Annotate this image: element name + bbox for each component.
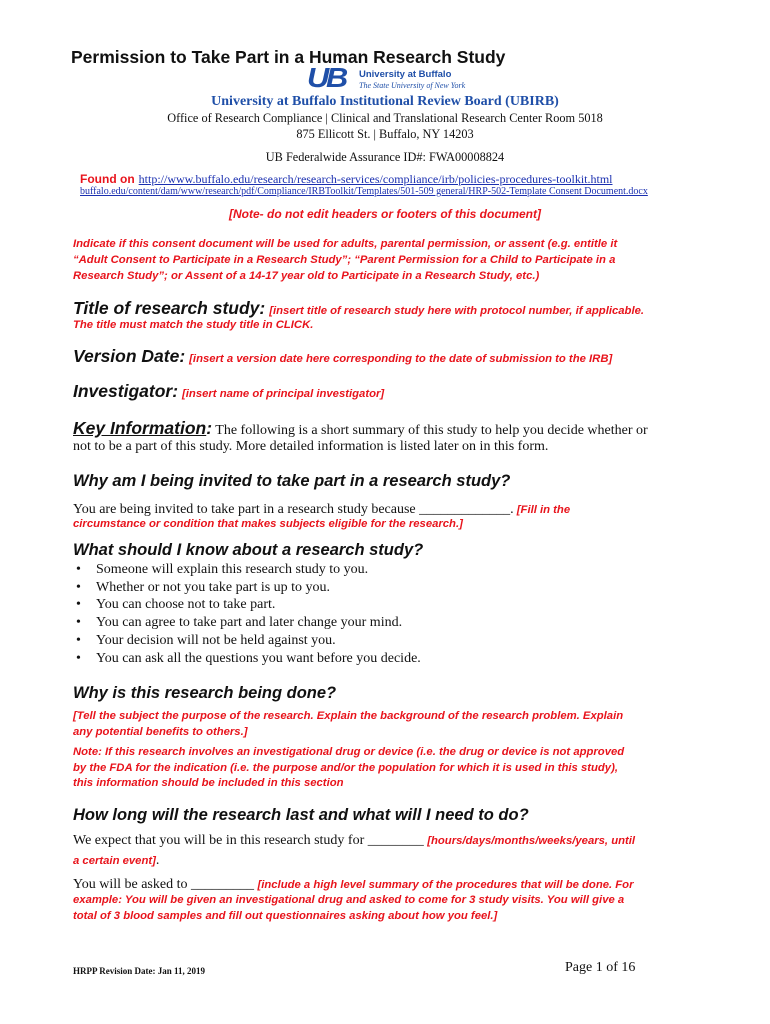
how-long-period: . [155,853,160,868]
asked-instruction-rest [73,892,624,924]
asked-instruction: [include a high level summary of the procedures that will be done. For [257,879,634,891]
investigator-instruction: [insert name of principal investigator] [182,388,385,400]
why-invited-text: You are being invited to take part in a research study because _____________. [73,502,514,517]
why-done-note [73,745,624,792]
study-title-label: Title of research study: [73,298,266,318]
ub-logo [307,62,467,94]
how-long-instruction-2: a certain event] [73,855,156,867]
note-headers: [Note- do not edit headers or footers of this document] [229,207,541,221]
page-title: Permission to Take Part in a Human Research Study [71,47,506,67]
asked-text: You will be asked to _________ [73,877,258,892]
how-long-line [73,831,635,849]
key-information-text: The following is a short summary of this study to help you decide whether or [212,423,648,438]
ub-logo-mark: UB [307,62,345,93]
indicate-line-3: Research Study”; or Assent of a 14-17 year old to Participate in a Research Study, etc.) [73,270,540,282]
study-title-instruction: [insert title of research study here with protocol number, if applicable. [269,305,645,317]
asked-line [73,875,633,893]
footer-page-number: Page 1 of 16 [565,960,636,975]
asked-instruction-2: example: You will be given an investigational drug and asked to come for 3 study visits. You will give a [73,894,625,906]
irb-office-line: Office of Research Compliance | Clinical and Translational Research Center Room 5018 [167,111,603,125]
what-know-heading: What should I know about a research study? [73,541,424,559]
template-link[interactable]: buffalo.edu/content/dam/www/research/pdf/Compliance/IRBToolkit/Templates/501-509 general/HRP-502-Template Consent Document.docx [80,186,648,197]
version-date-label: Version Date: [73,346,186,366]
ub-logo-name: University at Buffalo [359,69,452,80]
why-done-note-1: Note: If this research involves an investigational drug or device (i.e. the drug or device is not approved [73,746,625,758]
why-done-heading: Why is this research being done? [73,684,337,702]
irb-address-line: 875 Ellicott St. | Buffalo, NY 14203 [296,127,474,141]
list-item: • Whether or not you take part is up to you. [73,579,713,597]
study-title-section [73,298,644,319]
indicate-instructions [73,236,617,284]
investigator-label: Investigator: [73,381,179,401]
why-done-instruction-2: any potential benefits to others.] [73,726,248,738]
why-done-note-3: this information should be included in this section [73,777,344,789]
list-item: • Someone will explain this research study to you. [73,561,713,579]
list-item: • You can choose not to take part. [73,596,713,614]
what-know-list [73,561,713,667]
irb-assurance: UB Federalwide Assurance ID#: FWA00008824 [265,150,505,164]
why-invited-instruction-2: circumstance or condition that makes subjects eligible for the research.] [73,518,463,530]
asked-instruction-3: total of 3 blood samples and fill out questionnaires asking about how you feel.] [73,910,498,922]
indicate-line-2: “Adult Consent to Participate in a Research Study”; “Parent Permission for a Child to Participate in a [73,254,616,266]
why-done-instruction-1: [Tell the subject the purpose of the research. Explain the background of the research problem. Explain [73,710,624,722]
ub-logo-tagline: The State University of New York [359,81,466,90]
why-invited-line [73,500,570,518]
version-date-instruction: [insert a version date here corresponding to the date of submission to the IRB] [189,353,613,365]
list-item: • You can agree to take part and later change your mind. [73,614,713,632]
key-information-label: Key Information [73,418,207,438]
how-long-heading: How long will the research last and what will I need to do? [73,806,529,824]
indicate-line-1: Indicate if this consent document will be used for adults, parental permission, or assent (e.g. entitle it [73,238,618,250]
irb-name: University at Buffalo Institutional Review Board (UBIRB) [211,94,559,109]
how-long-instruction: [hours/days/months/weeks/years, until [427,835,636,847]
why-invited-heading: Why am I being invited to take part in a research study? [73,472,511,490]
key-information-colon: : [206,418,213,438]
found-on-label: Found on [80,172,135,186]
why-done-instruction [73,708,623,740]
how-long-line-2 [73,851,159,869]
study-title-instruction-2: The title must match the study title in CLICK. [73,319,314,331]
list-item: • Your decision will not be held against you. [73,632,713,650]
why-invited-instruction: [Fill in the [513,504,571,516]
version-date-section [73,346,612,367]
key-information-section [73,418,648,439]
key-information-text-2: not to be a part of this study. More detailed information is listed later on in this form. [73,439,549,454]
investigator-section [73,381,384,402]
toolkit-link[interactable]: http://www.buffalo.edu/research/research-services/compliance/irb/policies-procedures-toolkit.html [138,172,613,186]
list-item: • You can ask all the questions you want before you decide. [73,650,713,668]
footer-revision: HRPP Revision Date: Jan 11, 2019 [73,966,205,976]
how-long-text: We expect that you will be in this research study for ________ [73,833,428,848]
why-done-note-2: by the FDA for the indication (i.e. the purpose and/or the population for which it is used in this study), [73,761,618,774]
